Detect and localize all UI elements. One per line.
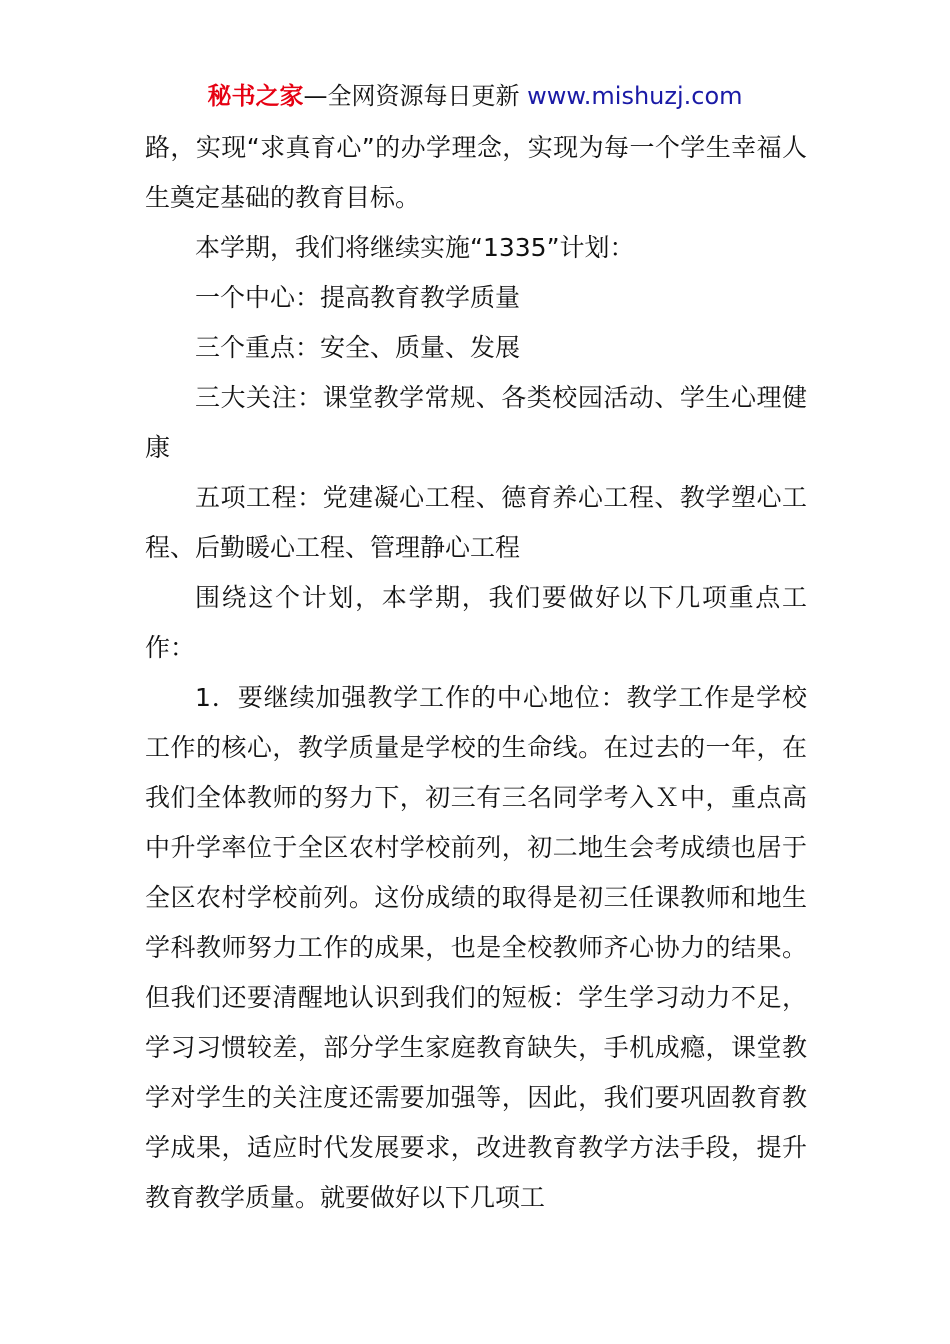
paragraph-item-1: 1．要继续加强教学工作的中心地位：教学工作是学校工作的核心，教学质量是学校的生命线。在过去的一年，在我们全体教师的努力下，初三有三名同学考入Ｘ中，重点高中升学率位于全区农村学校前列，初二地生会考成绩也居于全区农村学校前列。这份成绩的取得是初三任课教师和地生学科教师努力工作的成果，也是全校教师齐心协力的结果。但我们还要清醒地认识到我们的短板：学生学习动力不足，学习习惯较差，部分学生家庭教育缺失，手机成瘾，课堂教学对学生的关注度还需要加强等，因此，我们要巩固教育教学成果，适应时代发展要求，改进教育教学方法手段，提升教育教学质量。就要做好以下几项工	[145, 683, 807, 1212]
paragraph-one-center: 一个中心：提高教育教学质量	[195, 283, 521, 312]
document-body	[145, 123, 807, 1223]
site-tagline: —全网资源每日更新	[303, 82, 520, 110]
paragraph-continuation: 路，实现“求真育心”的办学理念，实现为每一个学生幸福人生奠定基础的教育目标。	[145, 133, 807, 212]
site-brand: 秘书之家	[207, 82, 304, 110]
paragraph-three-concerns: 三大关注：课堂教学常规、各类校园活动、学生心理健康	[145, 383, 807, 462]
paragraph-three-focus: 三个重点：安全、质量、发展	[195, 333, 521, 362]
paragraph-five-projects: 五项工程：党建凝心工程、德育养心工程、教学塑心工程、后勤暖心工程、管理静心工程	[145, 483, 807, 562]
site-header	[0, 80, 950, 112]
paragraph-plan-intro: 本学期，我们将继续实施“1335”计划：	[195, 233, 635, 262]
site-url-link[interactable]: www.mishuzj.com	[527, 82, 743, 110]
paragraph-key-work-intro: 围绕这个计划，本学期，我们要做好以下几项重点工作：	[145, 583, 807, 662]
